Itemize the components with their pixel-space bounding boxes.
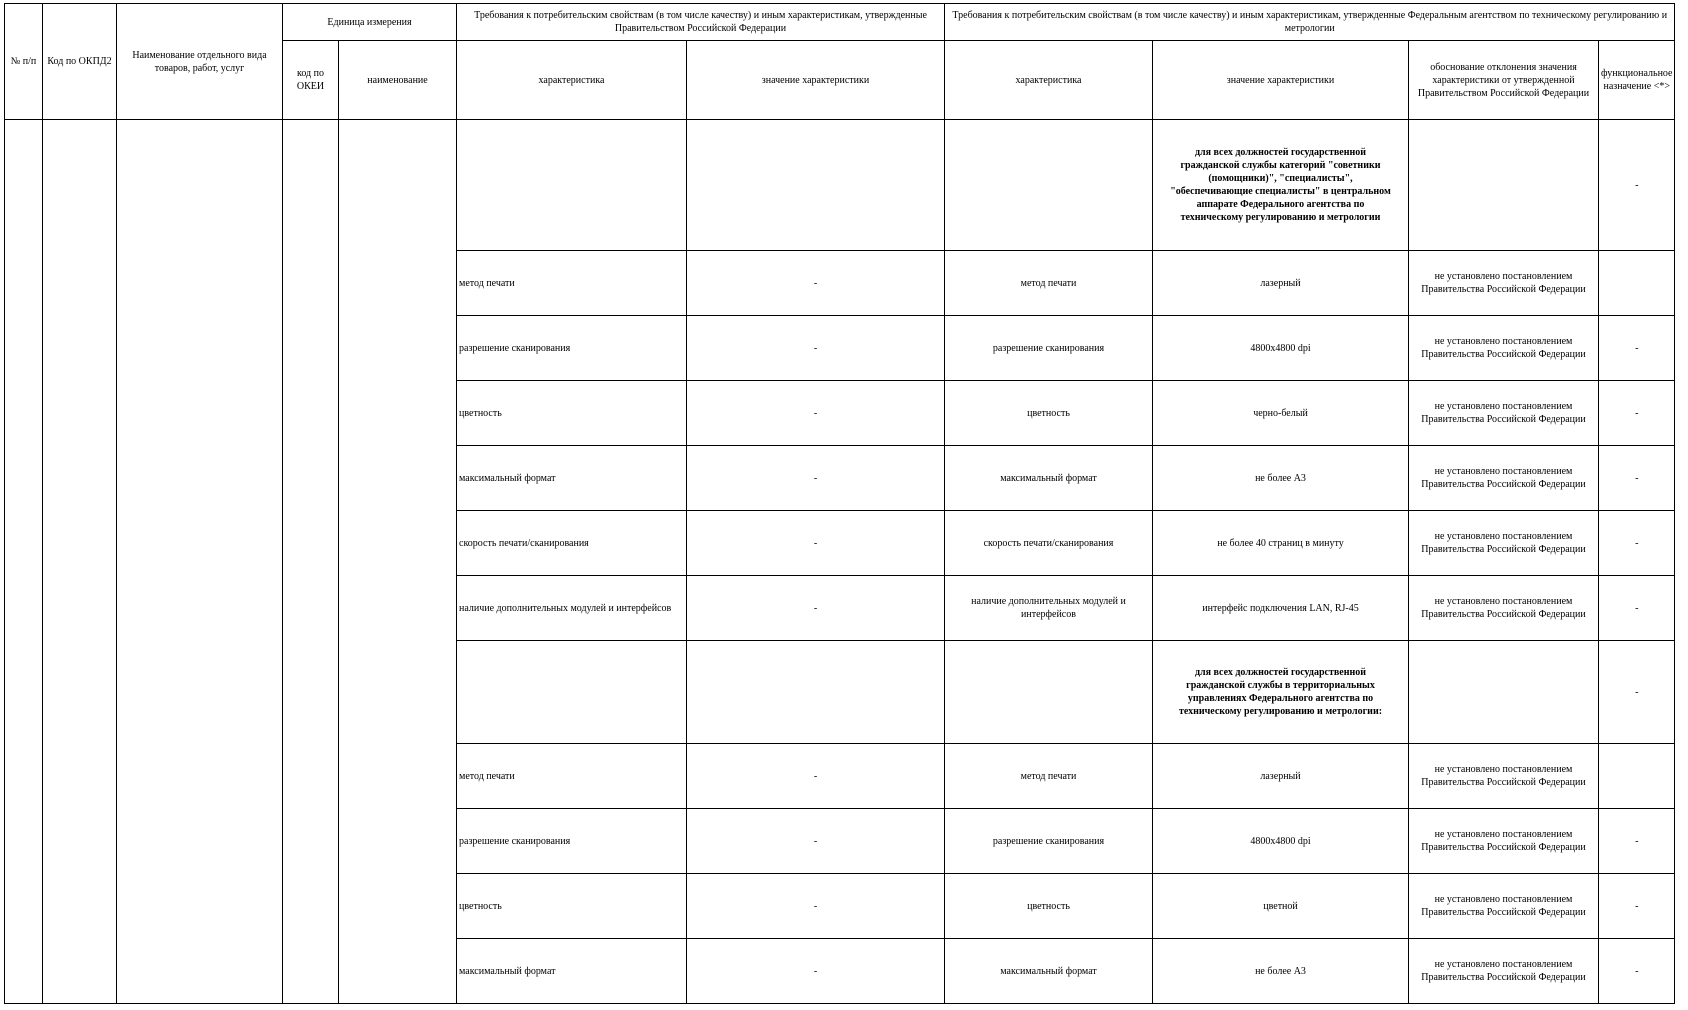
section-2-function: - <box>1599 641 1675 744</box>
col-unit-name-header: наименование <box>339 41 457 120</box>
col-gov-requirements-header: Требования к потребительским свойствам (в том числе качеству) и иным характеристикам, утвержденные Правительством Российской Федерации <box>457 4 945 41</box>
section-1-intro-row <box>5 120 1675 251</box>
table-row: цветность - цветность черно-белый не установлено постановлением Правительства Российской Федерации - <box>5 381 1675 446</box>
col-number-header: № п/п <box>5 4 43 120</box>
section-2-title: для всех должностей государственной гражданской службы в территориальных управлениях Федерального агентства по техническому регулированию и метрологии: <box>1153 641 1409 744</box>
col-gov-value-header: значение характеристики <box>687 41 945 120</box>
col-deviation-header: обоснование отклонения значения характеристики от утвержденной Правительством Российской Федерации <box>1409 41 1599 120</box>
table-row: разрешение сканирования - разрешение сканирования 4800х4800 dpi не установлено постановлением Правительства Российской Федерации - <box>5 316 1675 381</box>
table-row: наличие дополнительных модулей и интерфейсов - наличие дополнительных модулей и интерфейсов интерфейс подключения LAN, RJ-45 не установлено постановлением Правительства Российской Федерации - <box>5 576 1675 641</box>
cell-number <box>5 120 43 1004</box>
cell-name <box>117 120 283 1004</box>
col-okpd2-header: Код по ОКПД2 <box>43 4 117 120</box>
table-row: максимальный формат - максимальный формат не более А3 не установлено постановлением Правительства Российской Федерации - <box>5 446 1675 511</box>
table-row: метод печати - метод печати лазерный не установлено постановлением Правительства Российской Федерации <box>5 251 1675 316</box>
col-name-header: Наименование отдельного вида товаров, работ, услуг <box>117 4 283 120</box>
table-row: максимальный формат - максимальный формат не более А3 не установлено постановлением Правительства Российской Федерации - <box>5 939 1675 1004</box>
col-gov-characteristic-header: характеристика <box>457 41 687 120</box>
header-row-top <box>5 4 1675 41</box>
col-agency-characteristic-header: характеристика <box>945 41 1153 120</box>
col-agency-requirements-header: Требования к потребительским свойствам (в том числе качеству) и иным характеристикам, утвержденные Федеральным агентством по техническому регулированию и метрологии <box>945 4 1675 41</box>
table-row: скорость печати/сканирования - скорость печати/сканирования не более 40 страниц в минуту не установлено постановлением Правительства Российской Федерации - <box>5 511 1675 576</box>
col-okei-code-header: код по ОКЕИ <box>283 41 339 120</box>
col-unit-group-header: Единица измерения <box>283 4 457 41</box>
cell-okpd2 <box>43 120 117 1004</box>
section-1-title: для всех должностей государственной гражданской службы категорий "советники (помощники)", "специалисты", "обеспечивающие специалисты" в центральном аппарате Федерального агентства по техническому регулированию и метрологии <box>1153 120 1409 251</box>
requirements-table <box>4 3 1675 1004</box>
cell-unit <box>339 120 457 1004</box>
col-function-header: функциональное назначение <*> <box>1599 41 1675 120</box>
table-row: метод печати - метод печати лазерный не установлено постановлением Правительства Российской Федерации <box>5 744 1675 809</box>
section-1-function: - <box>1599 120 1675 251</box>
col-agency-value-header: значение характеристики <box>1153 41 1409 120</box>
table-row: разрешение сканирования - разрешение сканирования 4800х4800 dpi не установлено постановлением Правительства Российской Федерации - <box>5 809 1675 874</box>
table-row: цветность - цветность цветной не установлено постановлением Правительства Российской Федерации - <box>5 874 1675 939</box>
cell-okei <box>283 120 339 1004</box>
